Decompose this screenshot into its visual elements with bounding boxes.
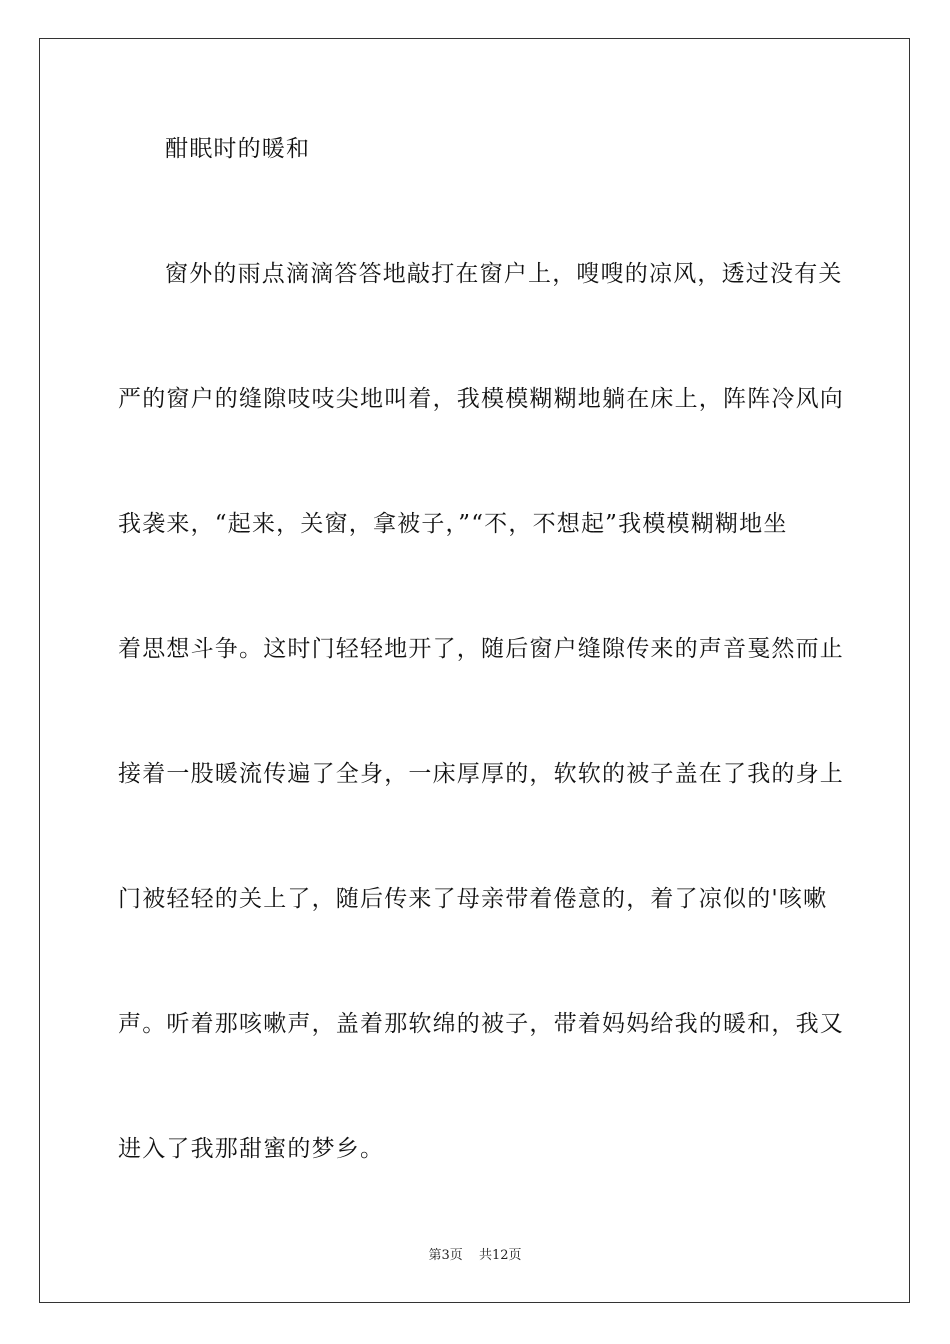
page-number-total: 共12页	[478, 1248, 522, 1263]
paragraph-line-3: 我袭来，“起来，关窗，拿被子，”“不，不想起”我模模糊糊地坐	[118, 511, 788, 537]
paragraph-line-1: 窗外的雨点滴滴答答地敲打在窗户上，嗖嗖的凉风，透过没有关	[165, 261, 843, 287]
paragraph-line-7: 声。听着那咳嗽声，盖着那软绵的被子，带着妈妈给我的暖和，我又	[118, 1011, 844, 1037]
paragraph-line-2: 严的窗户的缝隙吱吱尖地叫着，我模模糊糊地躺在床上，阵阵冷风向	[118, 386, 844, 412]
page-footer	[0, 1247, 950, 1265]
paragraph-line-8: 进入了我那甜蜜的梦乡。	[118, 1136, 385, 1162]
paragraph-line-5: 接着一股暖流传遍了全身，一床厚厚的，软软的被子盖在了我的身上	[118, 761, 844, 787]
paragraph-line-6: 门被轻轻的关上了，随后传来了母亲带着倦意的，着了凉似的'咳嗽	[118, 886, 828, 912]
page-border	[39, 38, 910, 1303]
document-title: 酣眠时的暖和	[165, 136, 311, 162]
paragraph-line-4: 着思想斗争。这时门轻轻地开了，随后窗户缝隙传来的声音戛然而止	[118, 636, 844, 662]
page-number-current: 第3页	[428, 1248, 463, 1263]
